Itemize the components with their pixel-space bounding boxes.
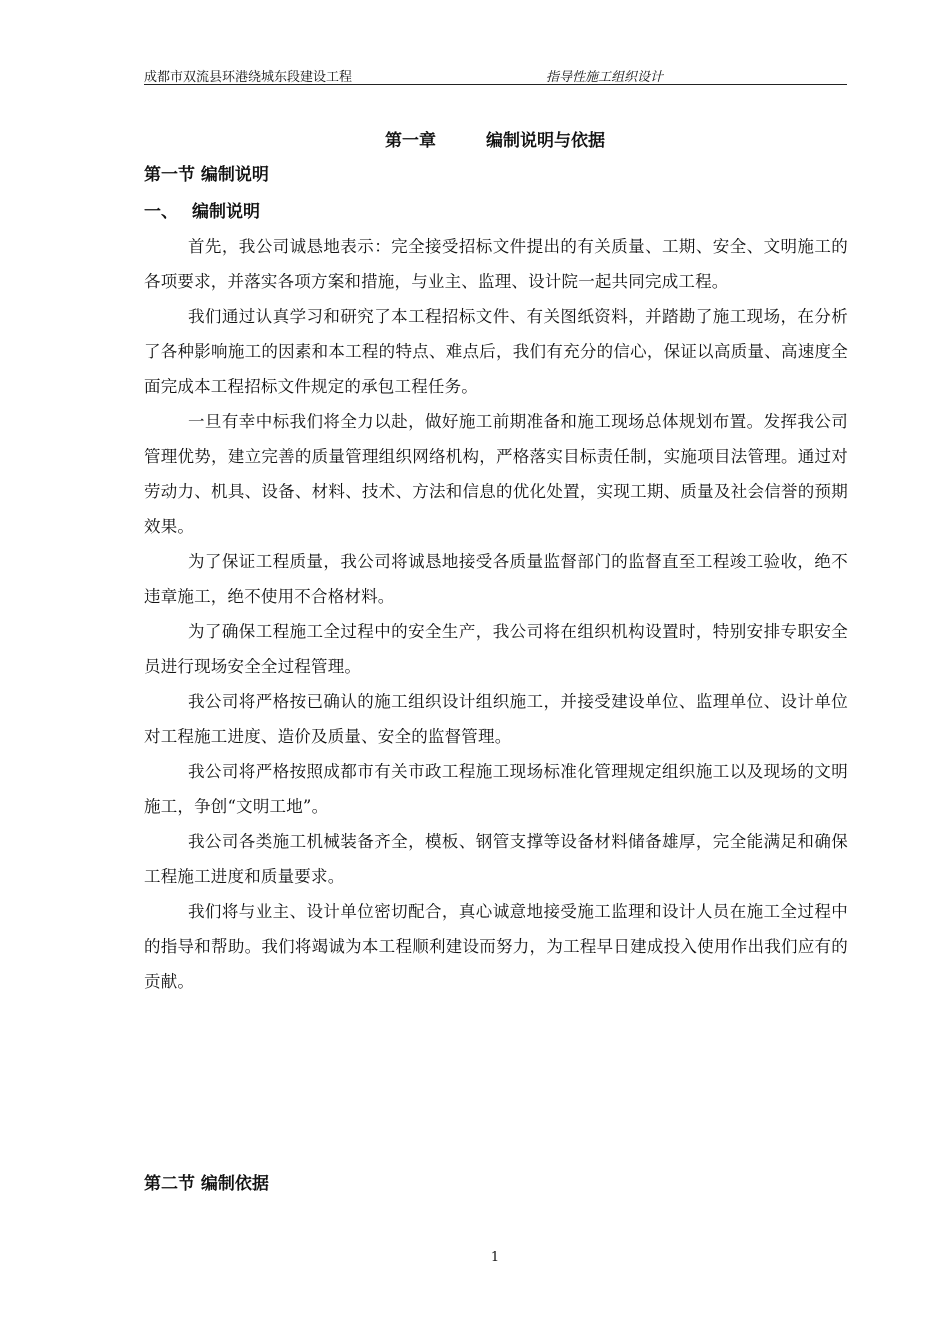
- paragraph-6: 我公司将严格按已确认的施工组织设计组织施工，并接受建设单位、监理单位、设计单位对工程施工进度、造价及质量、安全的监督管理。: [144, 692, 848, 746]
- paragraph-1: 首先，我公司诚恳地表示：完全接受招标文件提出的有关质量、工期、安全、文明施工的各项要求，并落实各项方案和措施，与业主、监理、设计院一起共同完成工程。: [144, 237, 848, 291]
- header-document-type: 指导性施工组织设计: [546, 70, 664, 85]
- subsection-heading: [144, 197, 260, 222]
- header-project-name: 成都市双流县环港绕城东段建设工程: [144, 70, 353, 85]
- body-text: [144, 229, 848, 999]
- subsection-title: 编制说明: [192, 202, 260, 222]
- paragraph-4: 为了保证工程质量，我公司将诚恳地接受各质量监督部门的监督直至工程竣工验收，绝不违章施工，绝不使用不合格材料。: [144, 552, 848, 606]
- paragraph-2: 我们通过认真学习和研究了本工程招标文件、有关图纸资料，并踏勘了施工现场，在分析了各种影响施工的因素和本工程的特点、难点后，我们有充分的信心，保证以高质量、高速度全面完成本工程招标文件规定的承包工程任务。: [144, 307, 848, 396]
- chapter-number: 第一章: [385, 131, 436, 151]
- section-heading-1: 第一节 编制说明: [144, 165, 269, 185]
- section-heading-2: 第二节 编制依据: [144, 1174, 269, 1194]
- paragraph-8: 我公司各类施工机械装备齐全，模板、钢管支撑等设备材料储备雄厚，完全能满足和确保工程施工进度和质量要求。: [144, 832, 848, 886]
- chapter-heading: [0, 126, 950, 151]
- paragraph-3: 一旦有幸中标我们将全力以赴，做好施工前期准备和施工现场总体规划布置。发挥我公司管理优势，建立完善的质量管理组织网络机构，严格落实目标责任制，实施项目法管理。通过对劳动力、机具、设备、材料、技术、方法和信息的优化处置，实现工期、质量及社会信誉的预期效果。: [144, 412, 848, 536]
- paragraph-7: 我公司将严格按照成都市有关市政工程施工现场标准化管理规定组织施工以及现场的文明施工，争创“文明工地”。: [144, 762, 848, 816]
- page-number: 1: [490, 1250, 500, 1265]
- subsection-number: 一、: [144, 202, 178, 222]
- page-header: [144, 64, 847, 85]
- paragraph-9: 我们将与业主、设计单位密切配合，真心诚意地接受施工监理和设计人员在施工全过程中的指导和帮助。我们将竭诚为本工程顺利建设而努力，为工程早日建成投入使用作出我们应有的贡献。: [144, 902, 848, 991]
- paragraph-5: 为了确保工程施工全过程中的安全生产，我公司将在组织机构设置时，特别安排专职安全员进行现场安全全过程管理。: [144, 622, 848, 676]
- chapter-title: 编制说明与依据: [486, 131, 605, 151]
